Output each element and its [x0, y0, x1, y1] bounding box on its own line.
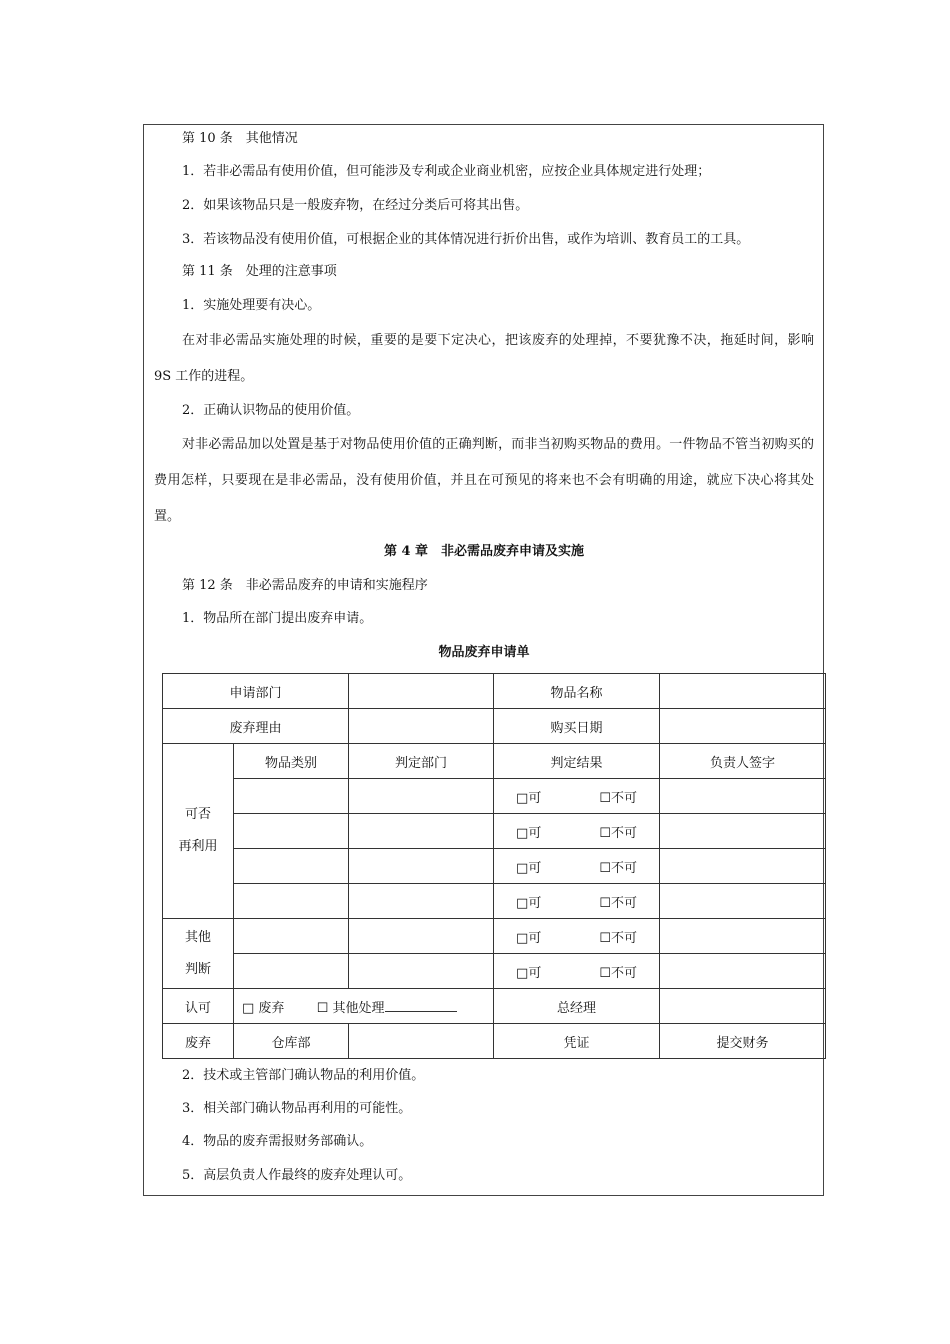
checkbox-yes[interactable]: □可 [516, 930, 542, 946]
judge-dept-cell[interactable] [349, 814, 494, 849]
article-12-item-5: 5．高层负责人作最终的废弃处理认可。 [182, 1168, 412, 1183]
checkbox-yes[interactable]: □可 [516, 895, 542, 911]
judge-dept-cell[interactable] [349, 919, 494, 954]
article-10-item-1: 1．若非必需品有使用价值，但可能涉及专利或企业商业机密，应按企业具体规定进行处理； [182, 164, 711, 179]
checkbox-other-processing[interactable]: ☐ 其他处理 [316, 1000, 385, 1016]
item-name-value[interactable] [660, 674, 826, 709]
discard-label: 废弃 [163, 1024, 234, 1059]
signer-cell[interactable] [660, 779, 826, 814]
chapter-4-heading: 第 4 章 非必需品废弃申请及实施 [383, 544, 585, 559]
col-category-header: 物品类别 [234, 744, 349, 779]
purchase-date-label: 购买日期 [494, 709, 660, 744]
form-title: 物品废弃申请单 [438, 645, 530, 660]
result-cell [494, 884, 660, 919]
checkbox-yes[interactable]: □可 [516, 790, 542, 806]
warehouse-label: 仓库部 [234, 1024, 349, 1059]
article-10-title: 第 10 条 其他情况 [182, 131, 298, 146]
article-12-item-1: 1．物品所在部门提出废弃申请。 [182, 611, 373, 626]
article-11-title: 第 11 条 处理的注意事项 [182, 264, 337, 279]
category-cell[interactable] [234, 779, 349, 814]
category-cell[interactable] [234, 884, 349, 919]
other-label-line-2: 判断 [184, 961, 211, 977]
other-judgement-label [163, 919, 234, 989]
category-cell[interactable] [234, 814, 349, 849]
checkbox-yes[interactable]: □可 [516, 825, 542, 841]
purchase-date-value[interactable] [660, 709, 826, 744]
approve-label: 认可 [163, 989, 234, 1024]
checkbox-no[interactable]: ☐不可 [599, 790, 637, 806]
article-12-item-2: 2．技术或主管部门确认物品的利用价值。 [182, 1068, 425, 1083]
checkbox-no[interactable]: ☐不可 [599, 825, 637, 841]
article-10-item-2: 2．如果该物品只是一般废弃物，在经过分类后可将其出售。 [182, 198, 529, 213]
checkbox-no[interactable]: ☐不可 [599, 895, 637, 911]
result-cell [494, 954, 660, 989]
gm-signature[interactable] [660, 989, 826, 1024]
category-cell[interactable] [234, 954, 349, 989]
category-cell[interactable] [234, 849, 349, 884]
signer-cell[interactable] [660, 954, 826, 989]
article-12-item-3: 3．相关部门确认物品再利用的可能性。 [182, 1101, 412, 1116]
approve-options [234, 989, 494, 1024]
result-cell [494, 919, 660, 954]
result-cell [494, 849, 660, 884]
signer-cell[interactable] [660, 884, 826, 919]
checkbox-yes[interactable]: □可 [516, 860, 542, 876]
item-name-label: 物品名称 [494, 674, 660, 709]
checkbox-no[interactable]: ☐不可 [599, 860, 637, 876]
article-11-item-2: 2．正确认识物品的使用价值。 [182, 403, 360, 418]
reuse-row [163, 779, 826, 814]
voucher-label: 凭证 [494, 1024, 660, 1059]
judge-dept-cell[interactable] [349, 849, 494, 884]
other-label-line-1: 其他 [184, 929, 211, 945]
reuse-row [163, 849, 826, 884]
result-cell [494, 779, 660, 814]
article-10-item-3: 3．若该物品没有使用价值，可根据企业的其体情况进行折价出售，或作为培训、教育员工的工具。 [182, 232, 750, 247]
judge-dept-cell[interactable] [349, 954, 494, 989]
result-cell [494, 814, 660, 849]
discard-application-form [162, 673, 826, 1059]
reuse-row [163, 814, 826, 849]
gm-label: 总经理 [494, 989, 660, 1024]
judge-dept-cell[interactable] [349, 779, 494, 814]
apply-dept-value[interactable] [349, 674, 494, 709]
reuse-label-line-1: 可否 [184, 807, 211, 822]
judge-dept-cell[interactable] [349, 884, 494, 919]
article-11-item-1: 1．实施处理要有决心。 [182, 298, 321, 313]
reuse-row [163, 884, 826, 919]
checkbox-no[interactable]: ☐不可 [599, 930, 637, 946]
reason-value[interactable] [349, 709, 494, 744]
signer-cell[interactable] [660, 919, 826, 954]
checkbox-no[interactable]: ☐不可 [599, 965, 637, 981]
col-signer-header: 负责人签字 [660, 744, 826, 779]
signer-cell[interactable] [660, 814, 826, 849]
article-11-paragraph-2: 对非必需品加以处置是基于对物品使用价值的正确判断，而非当初购买物品的费用。一件物品不管当初购买的费用怎样，只要现在是非必需品，没有使用价值，并且在可预见的将来也不会有明确的用途，就应下决心将其处置。 [154, 437, 814, 524]
col-result-header: 判定结果 [494, 744, 660, 779]
document-frame [143, 124, 824, 1196]
apply-dept-label: 申请部门 [163, 674, 349, 709]
signer-cell[interactable] [660, 849, 826, 884]
category-cell[interactable] [234, 919, 349, 954]
article-12-title: 第 12 条 非必需品废弃的申请和实施程序 [182, 578, 428, 593]
reuse-label [163, 744, 234, 919]
article-11-paragraph-1: 在对非必需品实施处理的时候，重要的是要下定决心，把该废弃的处理掉，不要犹豫不决，拖延时间，影响 9S 工作的进程。 [154, 333, 814, 384]
submit-finance-label: 提交财务 [660, 1024, 826, 1059]
checkbox-yes[interactable]: □可 [516, 965, 542, 981]
checkbox-discard[interactable]: □ 废弃 [242, 1000, 285, 1016]
article-12-item-4: 4．物品的废弃需报财务部确认。 [182, 1134, 373, 1149]
reuse-label-line-2: 再利用 [178, 839, 218, 854]
reason-label: 废弃理由 [163, 709, 349, 744]
warehouse-value[interactable] [349, 1024, 494, 1059]
col-judge-dept-header: 判定部门 [349, 744, 494, 779]
other-processing-blank[interactable] [385, 999, 457, 1012]
